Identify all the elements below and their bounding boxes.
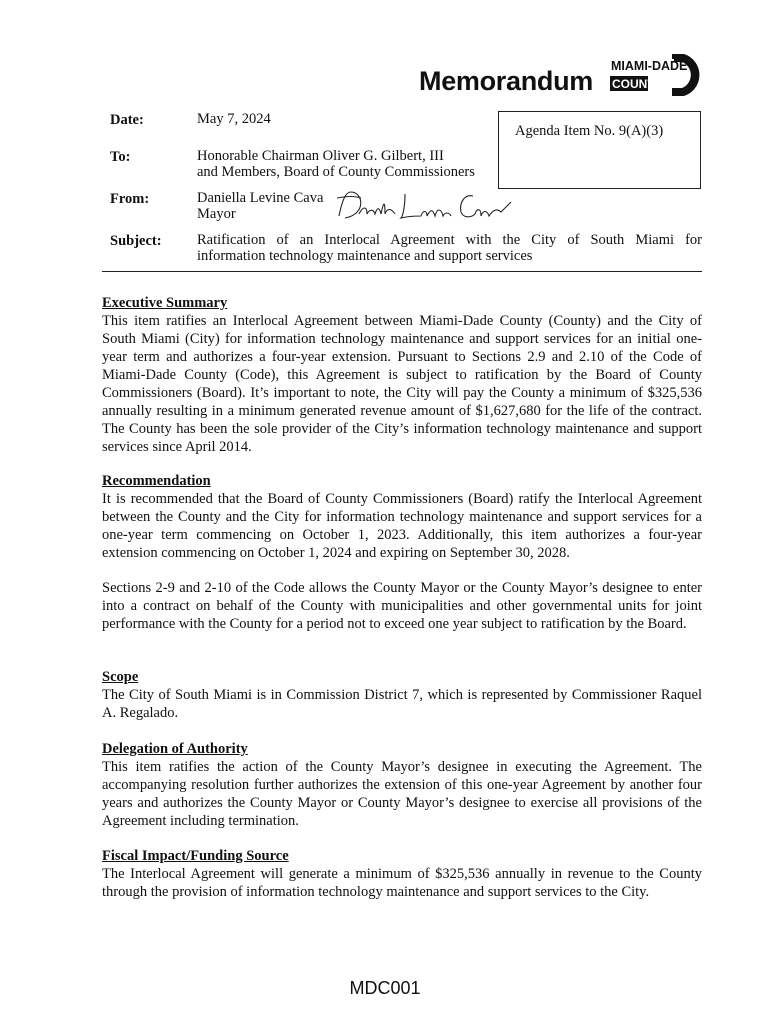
fiscal-impact-text: The Interlocal Agreement will generate a minimum of $325,536 annually in revenue to the County through the provision of information technology maintenance and support services to the City. (102, 866, 702, 900)
logo-text-line1: MIAMI-DADE (611, 59, 688, 73)
header-divider (102, 271, 702, 272)
to-line-2: and Members, Board of County Commissioners (197, 164, 475, 180)
to-line-1: Honorable Chairman Oliver G. Gilbert, III (197, 148, 444, 164)
scope-heading: Scope (102, 669, 139, 685)
delegation-heading: Delegation of Authority (102, 741, 248, 757)
recommendation-text-1: It is recommended that the Board of County Commissioners (Board) ratify the Interlocal Agreement between the County and the City for information technology maintenance and support services for a one-year term commencing on October 1, 2023. Additionally, this item authorizes a four-year extension commencing on October 1, 2024 and expiring on September 30, 2028. (102, 491, 702, 561)
subject-line-1: Ratification of an Interlocal Agreement with the City of South Miami for (197, 232, 702, 248)
date-label: Date: (110, 112, 144, 128)
executive-summary-text: This item ratifies an Interlocal Agreement between Miami-Dade County (County) and the City of South Miami (City) for information technology maintenance and support services for an initial one-year term and authorizes a four-year extension. Pursuant to Sections 2.9 and 2.10 of the Code of Miami-Dade County (Code), this Agreement is subject to ratification by the Board of County Commissioners (Board). It’s important to note, the City will pay the County a minimum of $325,536 annually resulting in a minimum generated revenue amount of $1,627,680 for the life of the contract. The County has been the sole provider of the City’s information technology maintenance and support services since April 2014. (102, 313, 702, 455)
from-line-1: Daniella Levine Cava (197, 190, 324, 206)
to-recipient (197, 148, 475, 180)
scope-section (102, 668, 702, 722)
subject-label: Subject: (110, 233, 162, 249)
from-label: From: (110, 191, 150, 207)
agenda-item-number: Agenda Item No. 9(A)(3) (515, 123, 664, 139)
scope-text: The City of South Miami is in Commission District 7, which is represented by Commissioner Raquel A. Regalado. (102, 687, 702, 721)
fiscal-impact-section (102, 847, 702, 901)
recommendation-section (102, 472, 702, 562)
subject-text (197, 232, 702, 264)
from-sender (197, 190, 323, 222)
delegation-text: This item ratifies the action of the County Mayor’s designee in executing the Agreement. The accompanying resolution further authorizes the extension of this one-year Agreement by another four years and authorizes the County Mayor or County Mayor’s designee to exercise all provisions of the Agreement including termination. (102, 759, 702, 829)
recommendation-text-2: Sections 2-9 and 2-10 of the Code allows the County Mayor or the County Mayor’s designee to enter into a contract on behalf of the County with municipalities and other governmental units for joint performance with the County for a period not to exceed one year subject to ratification by the Board. (102, 580, 702, 632)
agenda-item-box (498, 111, 701, 189)
fiscal-impact-heading: Fiscal Impact/Funding Source (102, 848, 289, 864)
delegation-section (102, 740, 702, 830)
executive-summary-section (102, 294, 702, 456)
memo-title: Memorandum (419, 66, 594, 96)
miami-dade-county-logo (610, 52, 702, 98)
subject-line-2: information technology maintenance and support services (197, 248, 533, 264)
mayor-signature (333, 186, 513, 226)
code-authority-paragraph (102, 579, 702, 633)
to-label: To: (110, 149, 131, 165)
recommendation-heading: Recommendation (102, 473, 211, 489)
logo-text-line2: COUNTY (612, 77, 663, 91)
date-value: May 7, 2024 (197, 111, 271, 127)
page-code: MDC001 (349, 978, 421, 998)
from-line-2: Mayor (197, 206, 236, 222)
executive-summary-heading: Executive Summary (102, 295, 228, 311)
